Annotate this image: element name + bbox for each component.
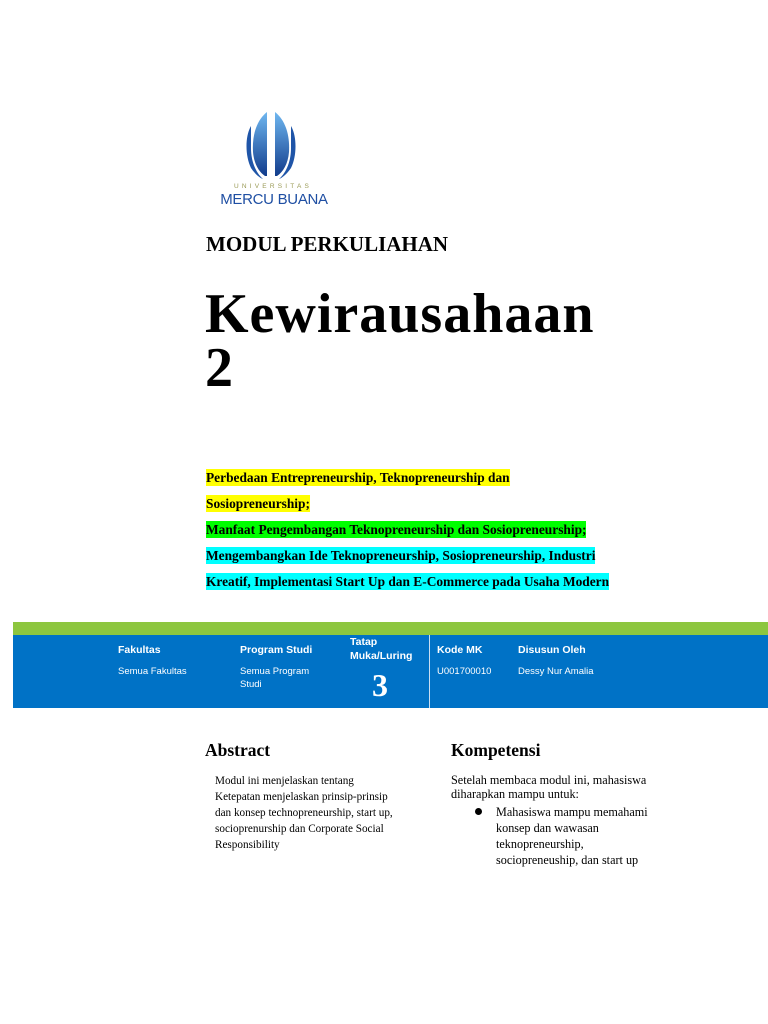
prodi-value-2: Studi [240,679,262,690]
abstract-line: Modul ini menjelaskan tentang [215,775,354,787]
modul-label: MODUL PERKULIAHAN [206,232,449,256]
topic-line-4: Mengembangkan Ide Teknopreneurship, Sosiopreneurship, Industri [206,548,596,563]
topic-line-3: Manfaat Pengembangan Teknopreneurship dan Sosiopreneurship; [206,522,587,537]
kompetensi-item-line: Mahasiswa mampu memahami [496,805,648,819]
logo-subtitle: UNIVERSITAS [233,183,313,190]
kompetensi-list [475,804,675,868]
course-title [205,283,595,399]
disusun-value: Dessy Nur Amalia [518,666,594,677]
list-item [475,804,675,868]
bullet-icon [475,808,482,815]
kompetensi-intro [451,773,721,801]
abstract-title: Abstract [205,740,271,760]
fakultas-value: Semua Fakultas [118,666,187,677]
abstract-line: Ketepatan menjelaskan prinsip-prinsip [215,791,388,803]
tatap-label-2: Muka/Luring [350,650,413,662]
abstract-line: socioprenurship dan Corporate Social [215,823,384,835]
band-divider [429,635,430,708]
kompetensi-item-line: sociopreneuship, dan start up [496,853,639,867]
abstract-text [215,773,440,853]
course-title-text: Kewirausahaan [205,283,595,345]
kompetensi-intro-line: Setelah membaca modul ini, mahasiswa [451,773,647,787]
disusun-label: Disusun Oleh [518,644,586,656]
accent-bar [13,622,768,635]
prodi-label: Program Studi [240,644,313,656]
mercu-buana-emblem-icon [205,106,341,186]
kode-mk-value: U001700010 [437,666,492,677]
kode-mk-label: Kode MK [437,644,483,656]
topic-line-5: Kreatif, Implementasi Start Up dan E-Commerce pada Usaha Modern [206,574,610,589]
logo-name: MERCU BUANA [220,191,328,208]
kompetensi-item-line: teknopreneurship, [496,837,584,851]
abstract-line: Responsibility [215,839,280,851]
university-logo [205,106,341,210]
fakultas-label: Fakultas [118,644,161,656]
prodi-value-1: Semua Program [240,666,310,677]
abstract-line: dan konsep technopreneurship, start up, [215,807,393,819]
tatap-value: 3 [372,667,388,703]
course-number: 2 [205,337,234,399]
info-band [13,635,768,708]
kompetensi-intro-line: diharapkan mampu untuk: [451,787,579,801]
kompetensi-title: Kompetensi [451,740,541,760]
kompetensi-item-line: konsep dan wawasan [496,821,599,835]
tatap-label-1: Tatap [350,636,378,648]
topic-line-1: Perbedaan Entrepreneurship, Teknopreneurship dan [206,470,510,485]
topic-list [206,465,726,595]
topic-line-2: Sosiopreneurship; [206,496,310,511]
